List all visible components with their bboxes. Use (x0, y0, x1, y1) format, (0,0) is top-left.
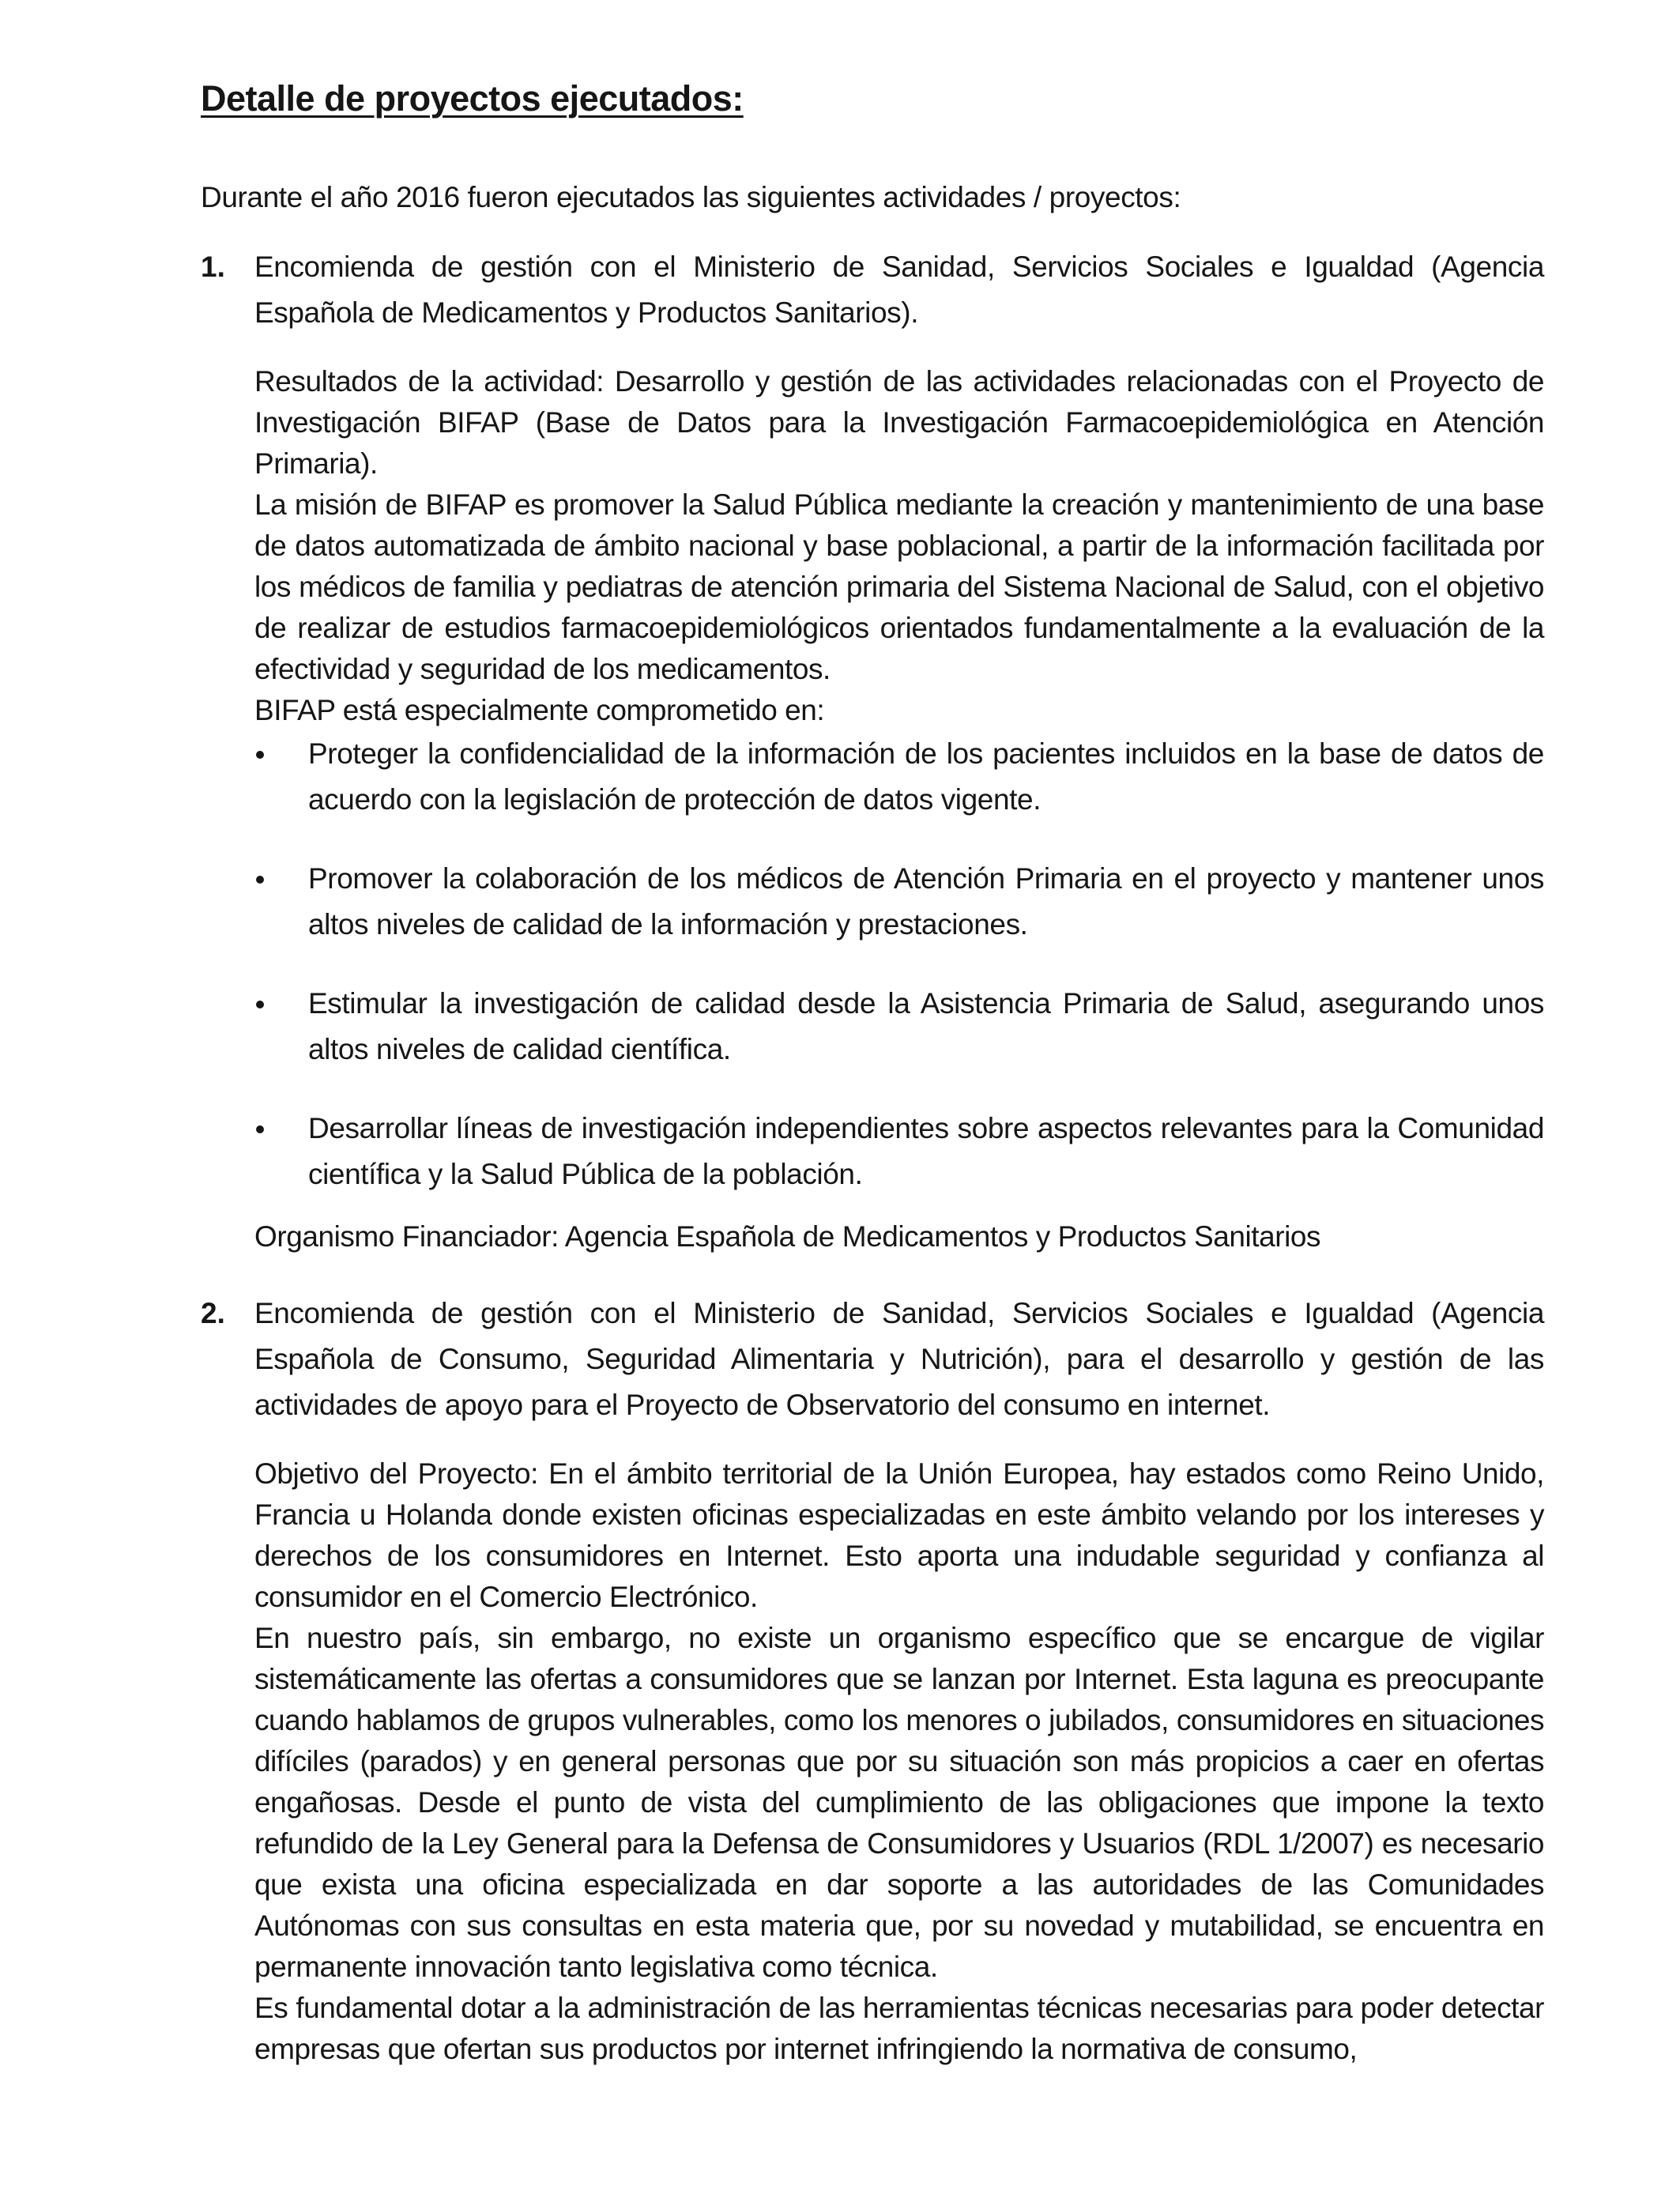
item-number: 1. (201, 251, 225, 283)
item-number: 2. (201, 1297, 225, 1329)
bullet-icon (256, 1125, 264, 1133)
intro-text: Durante el año 2016 fueron ejecutados las siguientes actividades / proyectos: (201, 181, 1181, 213)
list-item: Estimular la investigación de calidad desde la Asistencia Primaria de Salud, asegurando unos altos niveles de calidad científica. (254, 981, 1544, 1072)
item-heading: Encomienda de gestión con el Ministerio de Sanidad, Servicios Sociales e Igualdad (Agencia Española de Medicamentos y Productos Sanitarios). (254, 251, 1544, 329)
page-title: Detalle de proyectos ejecutados: (201, 78, 744, 119)
commitment-list (254, 731, 1544, 1197)
bullet-icon (256, 876, 264, 884)
list-item-2 (201, 1291, 1544, 2070)
tools-paragraph: Es fundamental dotar a la administración de las herramientas técnicas necesarias para poder detectar empresas que ofertan sus productos por internet infringiendo la normativa de consumo, (254, 1992, 1544, 2065)
mission-paragraph: La misión de BIFAP es promover la Salud Pública mediante la creación y mantenimiento de una base de datos automatizada de ámbito nacional y base poblacional, a partir de la información facilitada por los médicos de familia y pediatras de atención primaria del Sistema Nacional de Salud, con el objetivo de realizar de estudios farmacoepidemiológicos orientados fundamentalmente a la evaluación de la efectividad y seguridad de los medicamentos. (254, 488, 1544, 685)
context-paragraph: En nuestro país, sin embargo, no existe un organismo específico que se encargue de vigilar sistemáticamente las ofertas a consumidores que se lanzan por Internet. Esta laguna es preocupante cuando hablamos de grupos vulnerables, como los menores o jubilados, consumidores en situaciones difíciles (parados) y en general personas que por su situación son más propicios a caer en ofertas engañosas. Desde el punto de vista del cumplimiento de las obligaciones que impone la texto refundido de la Ley General para la Defensa de Consumidores y Usuarios (RDL 1/2007) es necesario que exista una oficina especializada en dar soporte a las autoridades de las Comunidades Autónomas con sus consultas en esta materia que, por su novedad y mutabilidad, se encuentra en permanente innovación tanto legislativa como técnica. (254, 1622, 1544, 1983)
list-item-1 (201, 244, 1544, 1257)
item-heading: Encomienda de gestión con el Ministerio de Sanidad, Servicios Sociales e Igualdad (Agencia Española de Consumo, Seguridad Alimentaria y Nutrición), para el desarrollo y gestión de las actividades de apoyo para el Proyecto de Observatorio del consumo en internet. (254, 1297, 1544, 1421)
bullet-icon (256, 751, 264, 759)
list-item: Proteger la confidencialidad de la información de los pacientes incluidos en la base de datos de acuerdo con la legislación de protección de datos vigente. (254, 731, 1544, 823)
commitment-intro: BIFAP está especialmente comprometido en: (254, 694, 825, 726)
list-item: Promover la colaboración de los médicos de Atención Primaria en el proyecto y mantener unos altos niveles de calidad de la información y prestaciones. (254, 856, 1544, 948)
bullet-icon (256, 1001, 264, 1008)
funder-text: Organismo Financiador: Agencia Española de Medicamentos y Productos Sanitarios (254, 1220, 1321, 1253)
results-paragraph: Resultados de la actividad: Desarrollo y gestión de las actividades relacionadas con el Proyecto de Investigación BIFAP (Base de Datos para la Investigación Farmacoepidemiológica en Atención Primaria). (254, 365, 1544, 480)
list-item: Desarrollar líneas de investigación independientes sobre aspectos relevantes para la Comunidad científica y la Salud Pública de la población. (254, 1106, 1544, 1197)
document-page (201, 75, 1544, 2070)
objective-paragraph: Objetivo del Proyecto: En el ámbito territorial de la Unión Europea, hay estados como Reino Unido, Francia u Holanda donde existen oficinas especializadas en este ámbito velando por los intereses y derechos de los consumidores en Internet. Esto aporta una indudable seguridad y confianza al consumidor en el Comercio Electrónico. (254, 1457, 1544, 1613)
